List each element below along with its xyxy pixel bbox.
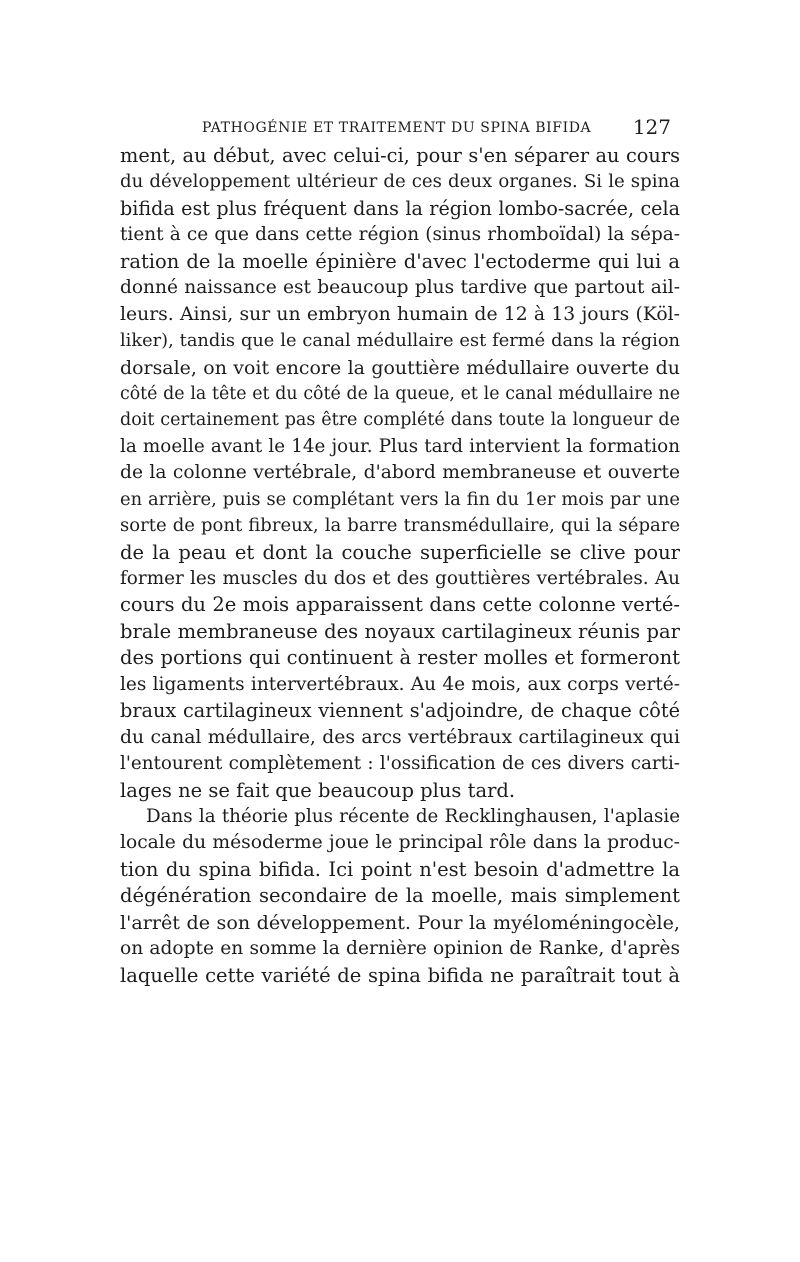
text-line: de la colonne vertébrale, d'abord membraneuse et ouverte xyxy=(120,462,680,484)
text-line: l'entourent complètement : l'ossification de ces divers carti- xyxy=(120,753,680,775)
text-line: laquelle cette variété de spina bifida ne paraîtrait tout à xyxy=(120,963,680,987)
text-line: de la peau et dont la couche superficielle se clive pour xyxy=(120,540,680,564)
text-line: ment, au début, avec celui-ci, pour s'en séparer au cours xyxy=(120,144,680,167)
page-header xyxy=(120,115,675,139)
text-line: du développement ultérieur de ces deux organes. Si le spina xyxy=(120,171,680,193)
text-line: tion du spina bifida. Ici point n'est besoin d'admettre la xyxy=(120,857,680,881)
text-line: former les muscles du dos et des gouttières vertébrales. Au xyxy=(120,568,680,589)
text-line: donné naissance est beaucoup plus tardive que partout ail- xyxy=(120,277,680,299)
page-number: 127 xyxy=(632,115,671,139)
text-line: doit certainement pas être complété dans toute la longueur de xyxy=(120,410,680,431)
body-text xyxy=(120,143,680,989)
text-line: on adopte en somme la dernière opinion de Ranke, d'après xyxy=(120,938,680,960)
text-line: tient à ce que dans cette région (sinus rhomboïdal) la sépa- xyxy=(120,224,680,246)
text-line: Dans la théorie plus récente de Recklinghausen, l'aplasie xyxy=(146,805,680,827)
text-line: l'arrêt de son développement. Pour la myéloméningocèle, xyxy=(120,911,680,934)
text-line: leurs. Ainsi, sur un embryon humain de 12 à 13 jours (Köl- xyxy=(120,303,680,325)
text-line: dégénération secondaire de la moelle, mais simplement xyxy=(120,884,680,908)
text-line: braux cartilagineux viennent s'adjoindre, de chaque côté xyxy=(120,699,680,723)
text-line: en arrière, puis se complétant vers la fin du 1er mois par une xyxy=(120,488,680,510)
text-line: dorsale, on voit encore la gouttière médullaire ouverte du xyxy=(120,356,680,379)
running-title: PATHOGÉNIE ET TRAITEMENT DU SPINA BIFIDA xyxy=(202,120,592,136)
text-line: liker), tandis que le canal médullaire est fermé dans la région xyxy=(120,331,680,352)
text-line: cours du 2e mois apparaissent dans cette colonne verté- xyxy=(120,593,680,617)
text-line: sorte de pont fibreux, la barre transmédullaire, qui la sépare xyxy=(120,515,680,537)
text-line: ration de la moelle épinière d'avec l'ectoderme qui lui a xyxy=(120,249,680,273)
text-line: les ligaments intervertébraux. Au 4e mois, aux corps verté- xyxy=(120,673,680,695)
text-line: côté de la tête et du côté de la queue, et le canal médullaire ne xyxy=(120,383,680,404)
text-line: du canal médullaire, des arcs vertébraux cartilagineux qui xyxy=(120,726,680,748)
text-line: des portions qui continuent à rester molles et formeront xyxy=(120,646,680,670)
text-line: la moelle avant le 14e jour. Plus tard intervient la formation xyxy=(120,435,680,457)
text-line: brale membraneuse des noyaux cartilagineux réunis par xyxy=(120,619,680,643)
text-line: lages ne se fait que beaucoup plus tard. xyxy=(120,778,516,802)
text-line: bifida est plus fréquent dans la région lombo-sacrée, cela xyxy=(120,196,680,220)
text-line: locale du mésoderme joue le principal rôle dans la produc- xyxy=(120,832,680,854)
